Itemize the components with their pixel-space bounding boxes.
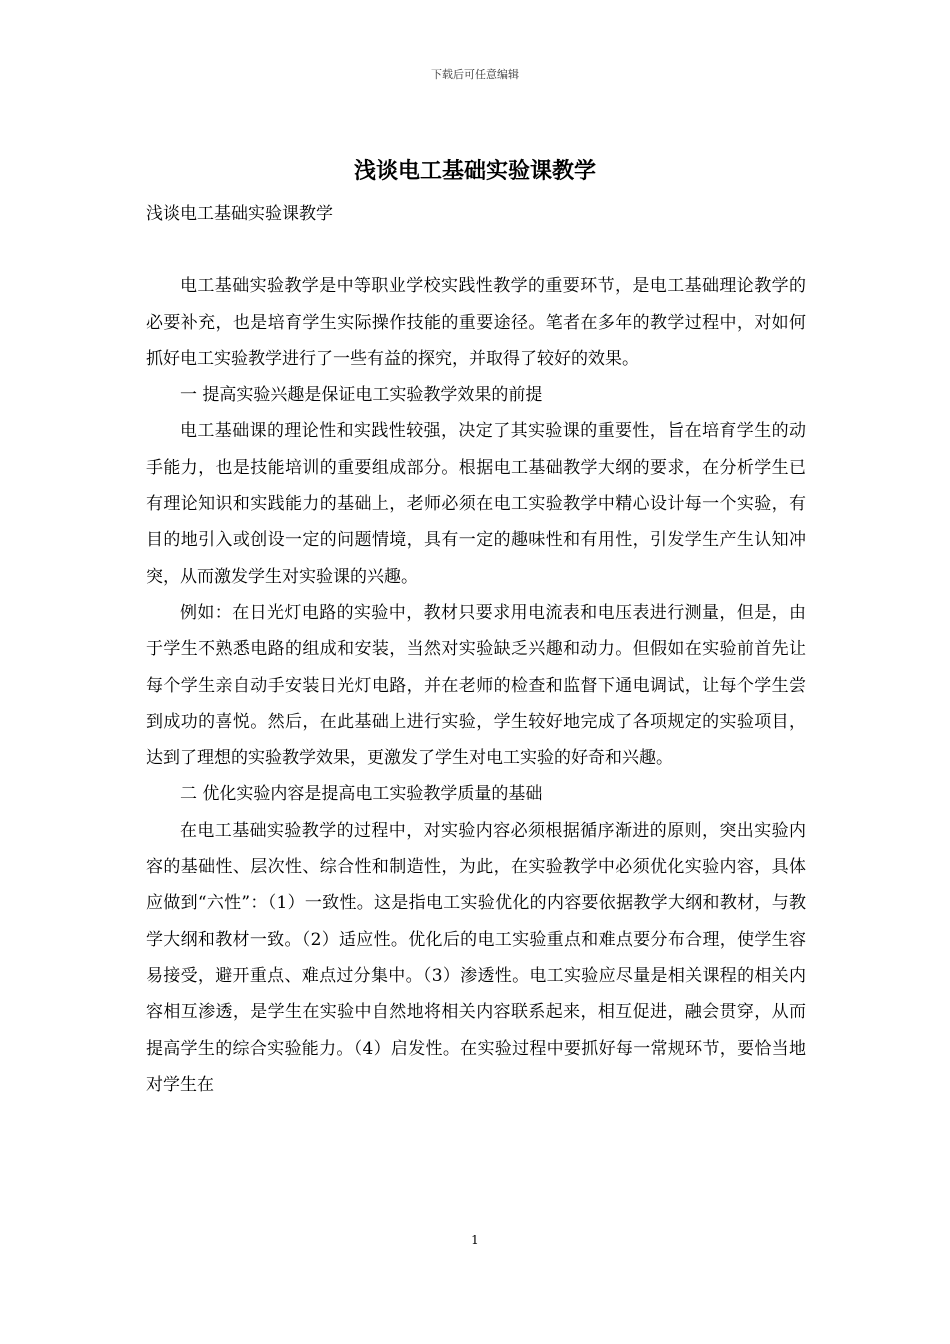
document-title: 浅谈电工基础实验课教学 (353, 158, 596, 184)
paragraph-section-1: 电工基础课的理论性和实践性较强，决定了其实验课的重要性，旨在培育学生的动手能力，也是技能培训的重要组成部分。根据电工基础教学大纲的要求，在分析学生已有理论知识和实践能力的基础上，老师必须在电工实验教学中精心设计每一个实验，有目的地引入或创设一定的问题情境，具有一定的趣味性和有用性，引发学生产生认知冲突，从而激发学生对实验课的兴趣。 (146, 421, 806, 587)
header-note: 下载后可任意编辑 (431, 68, 519, 81)
document-body (146, 196, 806, 1103)
section-heading-2: 二 优化实验内容是提高电工实验教学质量的基础 (180, 784, 543, 805)
paragraph-intro: 电工基础实验教学是中等职业学校实践性教学的重要环节，是电工基础理论教学的必要补充，也是培育学生实际操作技能的重要途径。笔者在多年的教学过程中，对如何抓好电工实验教学进行了一些有益的探究，并取得了较好的效果。 (146, 276, 806, 369)
paragraph-section-2: 在电工基础实验教学的过程中，对实验内容必须根据循序渐进的原则，突出实验内容的基础性、层次性、综合性和制造性，为此，在实验教学中必须优化实验内容，具体应做到“六性”：（1）一致性。这是指电工实验优化的内容要依据教学大纲和教材，与教学大纲和教材一致。（2）适应性。优化后的电工实验重点和难点要分布合理，使学生容易接受，避开重点、难点过分集中。（3）渗透性。电工实验应尽量是相关课程的相关内容相互渗透，是学生在实验中自然地将相关内容联系起来，相互促进，融会贯穿，从而提高学生的综合实验能力。（4）启发性。在实验过程中要抓好每一常规环节，要恰当地对学生在 (146, 820, 806, 1095)
paragraph-example: 例如：在日光灯电路的实验中，教材只要求用电流表和电压表进行测量，但是，由于学生不熟悉电路的组成和安装，当然对实验缺乏兴趣和动力。但假如在实验前首先让每个学生亲自动手安装日光灯电路，并在老师的检查和监督下通电调试，让每个学生尝到成功的喜悦。然后，在此基础上进行实验，学生较好地完成了各项规定的实验项目，达到了理想的实验教学效果，更激发了学生对电工实验的好奇和兴趣。 (146, 602, 806, 769)
document-subtitle: 浅谈电工基础实验课教学 (146, 204, 333, 224)
section-heading-1: 一 提高实验兴趣是保证电工实验教学效果的前提 (180, 385, 543, 406)
page-number: 1 (471, 1233, 479, 1247)
